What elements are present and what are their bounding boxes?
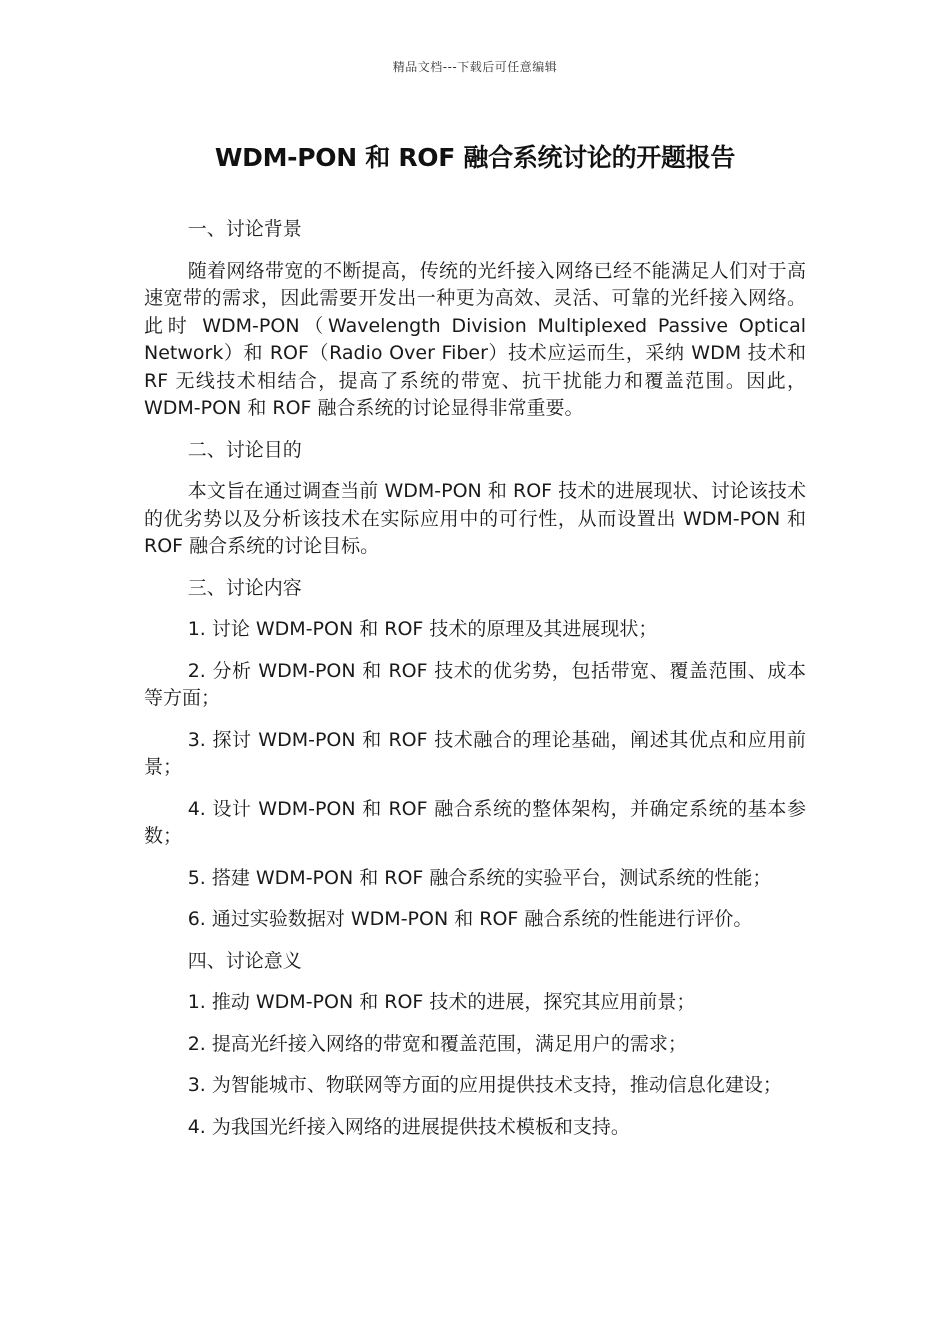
list-item: 6. 通过实验数据对 WDM-PON 和 ROF 融合系统的性能进行评价。 bbox=[187, 908, 753, 930]
list-item: 3. 探讨 WDM-PON 和 ROF 技术融合的理论基础，阐述其优点和应用前景； bbox=[144, 728, 806, 778]
section-heading-background: 一、讨论背景 bbox=[187, 218, 302, 240]
section-heading-content: 三、讨论内容 bbox=[187, 576, 302, 599]
list-item: 3. 为智能城市、物联网等方面的应用提供技术支持，推动信息化建设； bbox=[187, 1074, 782, 1096]
section-heading-significance: 四、讨论意义 bbox=[187, 949, 302, 972]
section-heading-purpose: 二、讨论目的 bbox=[187, 438, 302, 461]
paragraph-background: 随着网络带宽的不断提高，传统的光纤接入网络已经不能满足人们对于高速宽带的需求，因此需要开发出一种更为高效、灵活、可靠的光纤接入网络。此时 WDM-PON（Wavelength Division Multiplexed Passive Optical Network）和 ROF（Radio Over Fiber）技术应运而生，采纳 WDM 技术和 RF 无线技术相结合，提高了系统的带宽、抗干扰能力和覆盖范围。因此，WDM-PON 和 ROF 融合系统的讨论显得非常重要。 bbox=[144, 259, 806, 419]
document-title: WDM-PON 和 ROF 融合系统讨论的开题报告 bbox=[214, 143, 736, 172]
list-item: 1. 推动 WDM-PON 和 ROF 技术的进展，探究其应用前景； bbox=[187, 991, 696, 1013]
list-item: 4. 设计 WDM-PON 和 ROF 融合系统的整体架构，并确定系统的基本参数； bbox=[144, 797, 806, 847]
list-item: 2. 分析 WDM-PON 和 ROF 技术的优劣势，包括带宽、覆盖范围、成本等方面； bbox=[144, 659, 806, 709]
list-item: 2. 提高光纤接入网络的带宽和覆盖范围，满足用户的需求； bbox=[187, 1032, 687, 1055]
paragraph-purpose: 本文旨在通过调查当前 WDM-PON 和 ROF 技术的进展现状、讨论该技术的优劣势以及分析该技术在实际应用中的可行性，从而设置出 WDM-PON 和 ROF 融合系统的讨论目标。 bbox=[144, 480, 806, 557]
list-item: 1. 讨论 WDM-PON 和 ROF 技术的原理及其进展现状； bbox=[187, 618, 658, 640]
document-body bbox=[144, 216, 806, 1155]
list-item: 5. 搭建 WDM-PON 和 ROF 融合系统的实验平台，测试系统的性能； bbox=[187, 866, 772, 889]
header-note: 精品文档---下载后可任意编辑 bbox=[392, 60, 558, 74]
list-item: 4. 为我国光纤接入网络的进展提供技术模板和支持。 bbox=[187, 1115, 630, 1138]
